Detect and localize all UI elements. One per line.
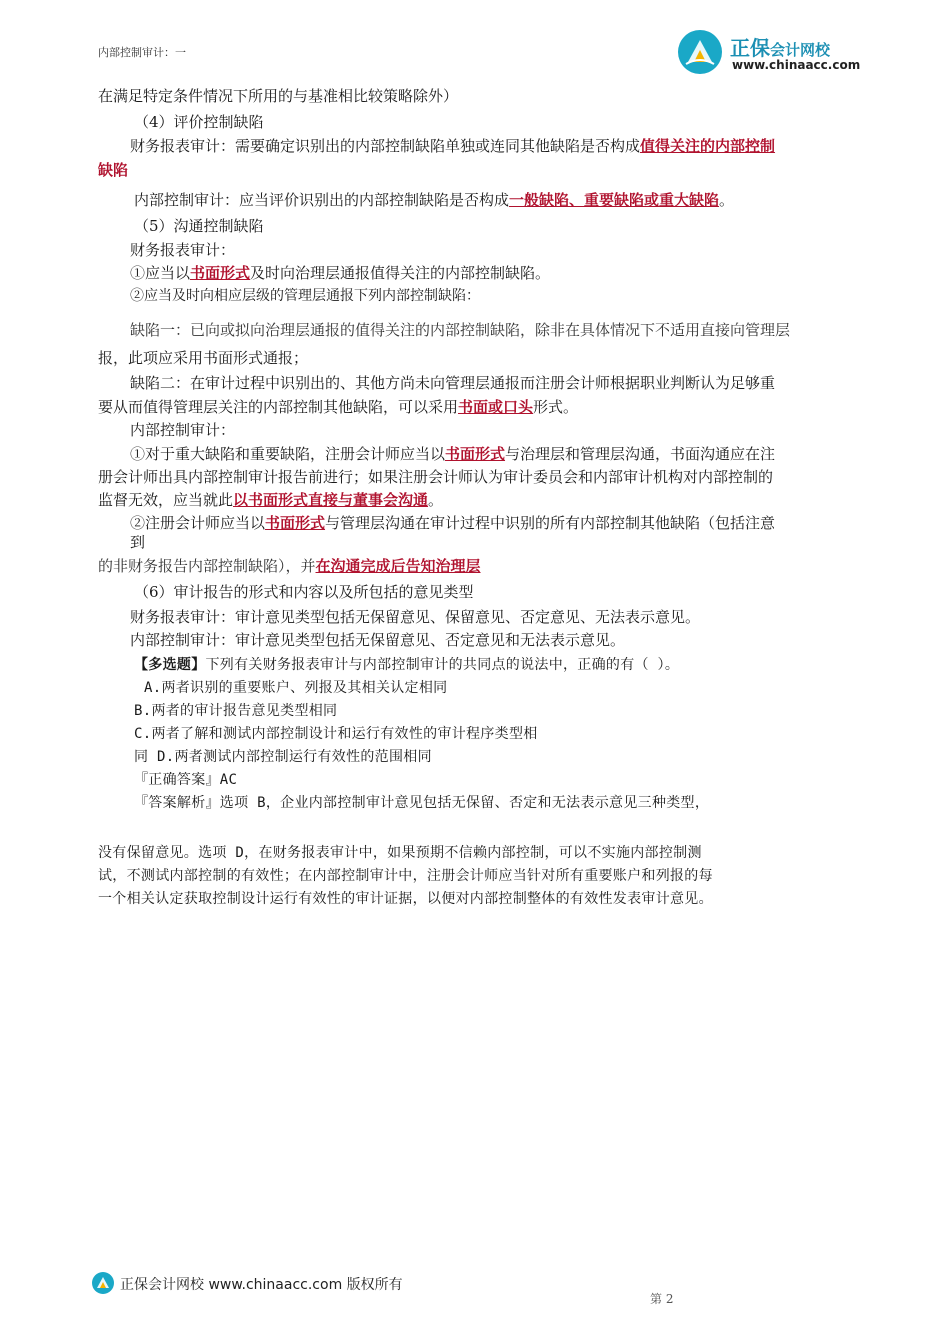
top-cut-text: 内部控制审计：一 xyxy=(98,46,186,59)
emphasis-text: 以书面形式直接与董事会沟通 xyxy=(233,491,429,509)
footer-copyright: 正保会计网校 www.chinaacc.com 版权所有 xyxy=(120,1277,403,1293)
text-line: 监督无效，应当就此以书面形式直接与董事会沟通。 xyxy=(98,491,444,509)
emphasis-text: 书面形式 xyxy=(190,264,251,282)
text-line: ②应当及时向相应层级的管理层通报下列内部控制缺陷： xyxy=(130,288,480,304)
option-d: 同 D.两者测试内部控制运行有效性的范围相同 xyxy=(134,749,432,765)
emphasis-text: 一般缺陷、重要缺陷或重大缺陷 xyxy=(509,191,720,209)
answer-analysis: 没有保留意见。选项 D，在财务报表审计中，如果预期不信赖内部控制，可以不实施内部控制测 xyxy=(98,845,702,861)
text-line: 要从而值得管理层关注的内部控制其他缺陷，可以采用书面或口头形式。 xyxy=(98,398,579,416)
option-c: C.两者了解和测试内部控制设计和运行有效性的审计程序类型相 xyxy=(134,726,538,742)
cut-text-line: 的非财务报告内部控制缺陷），并在沟通完成后告知治理层 xyxy=(98,557,481,575)
answer-analysis: 『答案解析』选项 B，企业内部控制审计意见包括无保留、否定和无法表示意见三种类型， xyxy=(134,795,710,811)
section-heading-4: （4）评价控制缺陷 xyxy=(134,113,264,131)
answer-analysis: 一个相关认定获取控制设计运行有效性的审计证据，以便对内部控制整体的有效性发表审计意见。 xyxy=(98,891,713,907)
text-line: 内部控制审计：审计意见类型包括无保留意见、否定意见和无法表示意见。 xyxy=(130,631,626,649)
page-number: 第 2 xyxy=(650,1292,674,1306)
logo-name: 正保会计网校 xyxy=(730,36,831,60)
section-heading-5: （5）沟通控制缺陷 xyxy=(134,217,264,235)
text-line: 册会计师出具内部控制审计报告前进行；如果注册会计师认为审计委员会和内部审计机构对内部控制的 xyxy=(98,468,774,486)
emphasis-text: 书面形式 xyxy=(265,514,326,532)
text-line: ②注册会计师应当以书面形式与管理层沟通在审计过程中识别的所有内部控制其他缺陷（包括注意 xyxy=(130,514,776,532)
emphasis-text: 值得关注的内部控制 xyxy=(640,137,776,155)
answer-analysis: 试，不测试内部控制的有效性；在内部控制审计中，注册会计师应当针对所有重要账户和列报的每 xyxy=(98,868,713,884)
text-line: 财务报表审计： xyxy=(130,241,236,259)
text-line: 财务报表审计：审计意见类型包括无保留意见、保留意见、否定意见、无法表示意见。 xyxy=(130,608,701,626)
option-b: B.两者的审计报告意见类型相同 xyxy=(134,703,338,719)
logo-emblem-icon xyxy=(678,30,722,74)
emphasis-text: 书面或口头 xyxy=(458,398,534,416)
cut-text-line: 缺陷一：已向或拟向治理层通报的值得关注的内部控制缺陷，除非在具体情况下不适用直接向管理层 xyxy=(130,321,791,339)
cut-text-line: 缺陷 xyxy=(98,161,129,179)
section-heading-6: （6）审计报告的形式和内容以及所包括的意见类型 xyxy=(134,583,474,601)
text-line: 缺陷二：在审计过程中识别出的、其他方尚未向管理层通报而注册会计师根据职业判断认为足够重 xyxy=(130,374,776,392)
logo-url: www.chinaacc.com xyxy=(732,58,861,72)
text-line: 内部控制审计： xyxy=(130,421,236,439)
emphasis-text: 书面形式 xyxy=(445,445,506,463)
text-line: 报，此项应采用书面形式通报； xyxy=(98,349,309,367)
question-stem: 【多选题】下列有关财务报表审计与内部控制审计的共同点的说法中，正确的有（ ）。 xyxy=(134,657,680,673)
text-line: 在满足特定条件情况下所用的与基准相比较策略除外） xyxy=(98,87,459,105)
text-line: ①应当以书面形式及时向治理层通报值得关注的内部控制缺陷。 xyxy=(130,264,551,282)
text-line: 内部控制审计：应当评价识别出的内部控制缺陷是否构成一般缺陷、重要缺陷或重大缺陷。 xyxy=(134,191,735,209)
text-line: 到 xyxy=(130,533,146,551)
option-a: A.两者识别的重要账户、列报及其相关认定相同 xyxy=(144,680,448,696)
footer-logo-icon xyxy=(92,1272,114,1294)
question-label: 【多选题】 xyxy=(134,657,206,673)
text-line: ①对于重大缺陷和重要缺陷，注册会计师应当以书面形式与治理层和管理层沟通，书面沟通应在注 xyxy=(130,445,776,463)
text-line: 财务报表审计：需要确定识别出的内部控制缺陷单独或连同其他缺陷是否构成值得关注的内部控制 xyxy=(130,137,776,155)
correct-answer: 『正确答案』AC xyxy=(134,772,238,788)
brand-logo xyxy=(678,28,878,76)
